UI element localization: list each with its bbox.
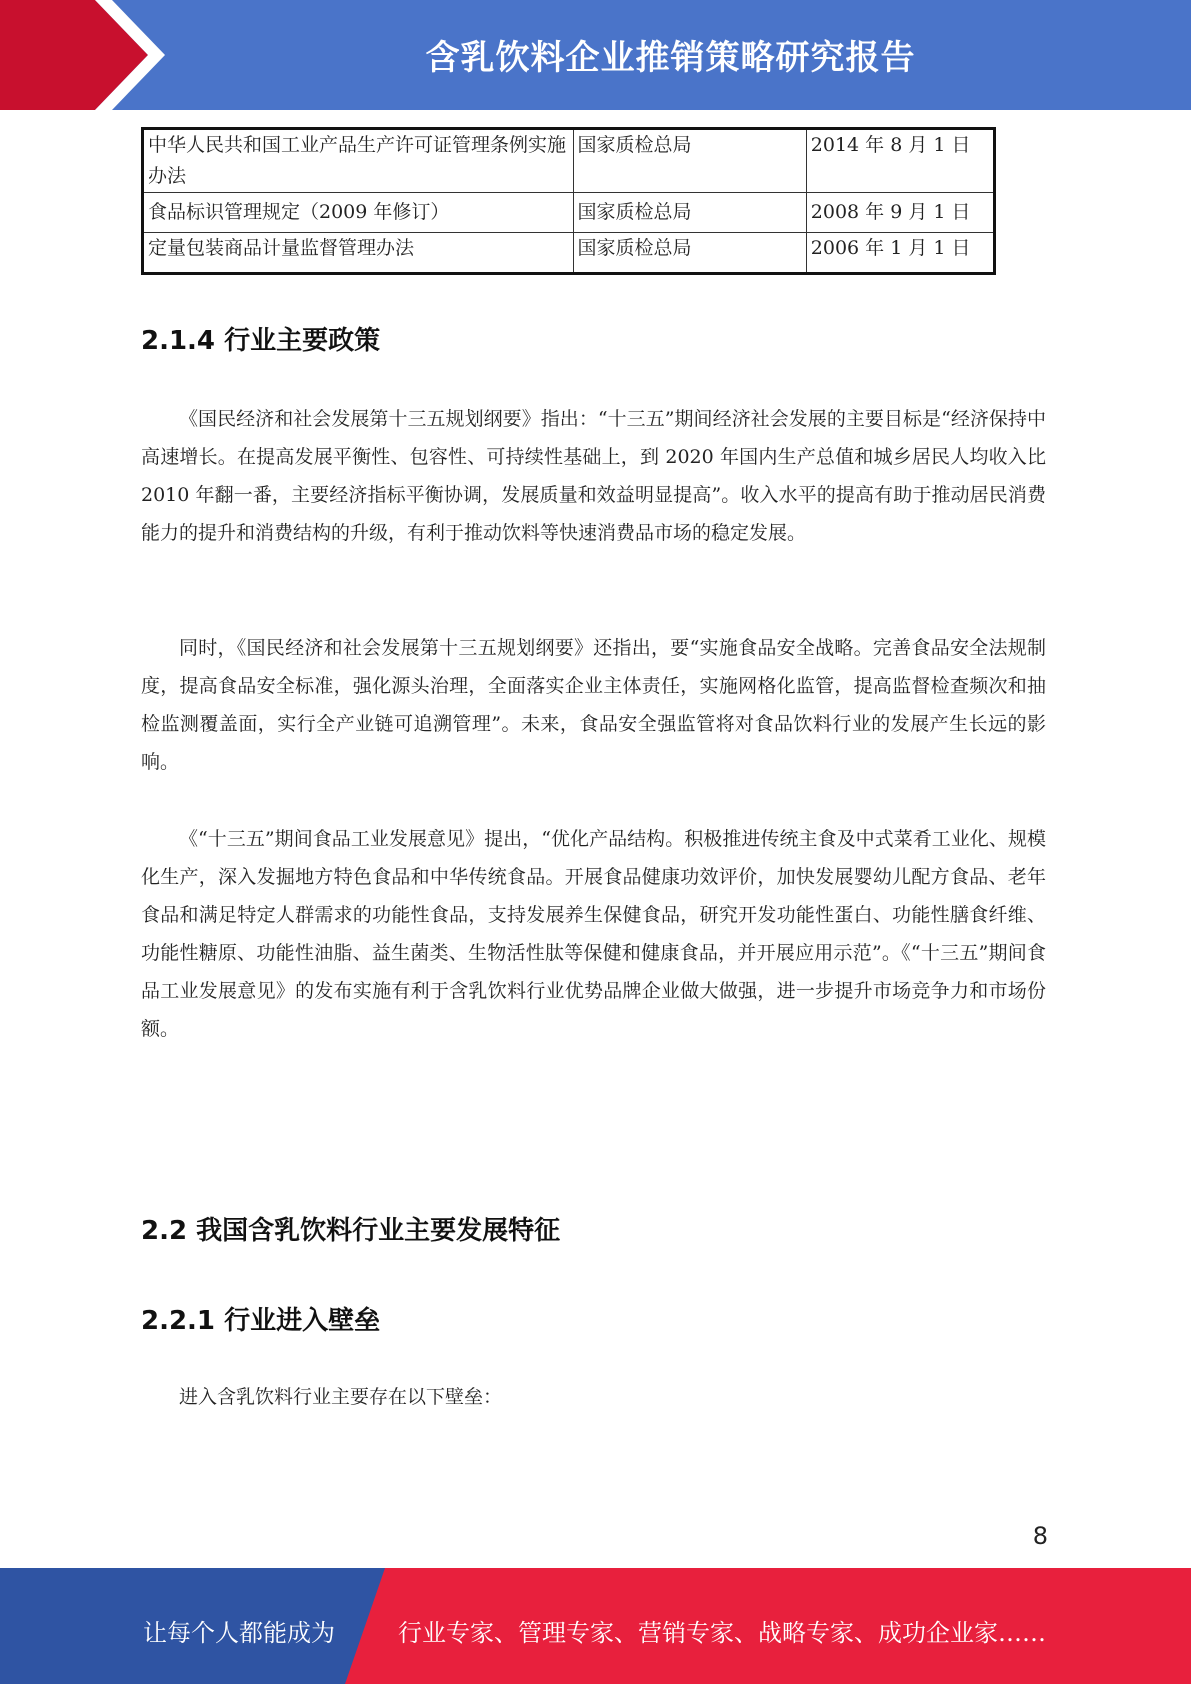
- regulation-issuer: 国家质检总局: [573, 129, 806, 193]
- footer-slogan-left: 让每个人都能成为: [143, 1619, 335, 1647]
- section-heading-2-2: 2.2 我国含乳饮料行业主要发展特征: [141, 1216, 561, 1246]
- regulation-name: 定量包装商品计量监督管理办法: [143, 233, 574, 274]
- regulation-name: 食品标识管理规定（2009 年修订）: [143, 193, 574, 233]
- section-heading-2-1-4: 2.1.4 行业主要政策: [141, 326, 381, 356]
- regulation-issuer: 国家质检总局: [573, 193, 806, 233]
- regulation-name: 中华人民共和国工业产品生产许可证管理条例实施办法: [143, 129, 574, 193]
- table-row: [143, 193, 995, 233]
- table-row: [143, 233, 995, 274]
- policy-paragraph-2: 同时，《国民经济和社会发展第十三五规划纲要》还指出，要“实施食品安全战略。完善食品安全法规制度，提高食品安全标准，强化源头治理，全面落实企业主体责任，实施网格化监管，提高监督检查频次和抽检监测覆盖面，实行全产业链可追溯管理”。未来，食品安全强监管将对食品饮料行业的发展产生长远的影响。: [141, 637, 1046, 773]
- policy-paragraph-3: 《“十三五”期间食品工业发展意见》提出，“优化产品结构。积极推进传统主食及中式菜肴工业化、规模化生产，深入发掘地方特色食品和中华传统食品。开展食品健康功效评价，加快发展婴幼儿配方食品、老年食品和满足特定人群需求的功能性食品，支持发展养生保健食品，研究开发功能性蛋白、功能性膳食纤维、功能性糖原、功能性油脂、益生菌类、生物活性肽等保健和健康食品，并开展应用示范”。《“十三五”期间食品工业发展意见》的发布实施有利于含乳饮料行业优势品牌企业做大做强，进一步提升市场竞争力和市场份额。: [141, 828, 1046, 1040]
- section-heading-2-2-1: 2.2.1 行业进入壁垒: [141, 1306, 381, 1336]
- regulation-date: 2008 年 9 月 1 日: [806, 193, 994, 233]
- regulation-issuer: 国家质检总局: [573, 233, 806, 274]
- table-row: [143, 129, 995, 193]
- barriers-intro-paragraph: 进入含乳饮料行业主要存在以下壁垒：: [179, 1386, 503, 1408]
- footer-slogan-right: 行业专家、管理专家、营销专家、战略专家、成功企业家……: [398, 1619, 1046, 1647]
- regulations-table: [141, 127, 996, 275]
- regulation-date: 2006 年 1 月 1 日: [806, 233, 994, 274]
- page-footer: [0, 1568, 1191, 1684]
- report-title: 含乳饮料企业推销策略研究报告: [425, 38, 916, 78]
- regulation-date: 2014 年 8 月 1 日: [806, 129, 994, 193]
- policy-paragraph-1: 《国民经济和社会发展第十三五规划纲要》指出：“十三五”期间经济社会发展的主要目标是“经济保持中高速增长。在提高发展平衡性、包容性、可持续性基础上，到 2020 年国内生产总值和城乡居民人均收入比 2010 年翻一番，主要经济指标平衡协调，发展质量和效益明显提高”。收入水平的提高有助于推动居民消费能力的提升和消费结构的升级，有利于推动饮料等快速消费品市场的稳定发展。: [141, 408, 1046, 544]
- page-number: 8: [1032, 1522, 1048, 1550]
- page-header: [0, 0, 1191, 110]
